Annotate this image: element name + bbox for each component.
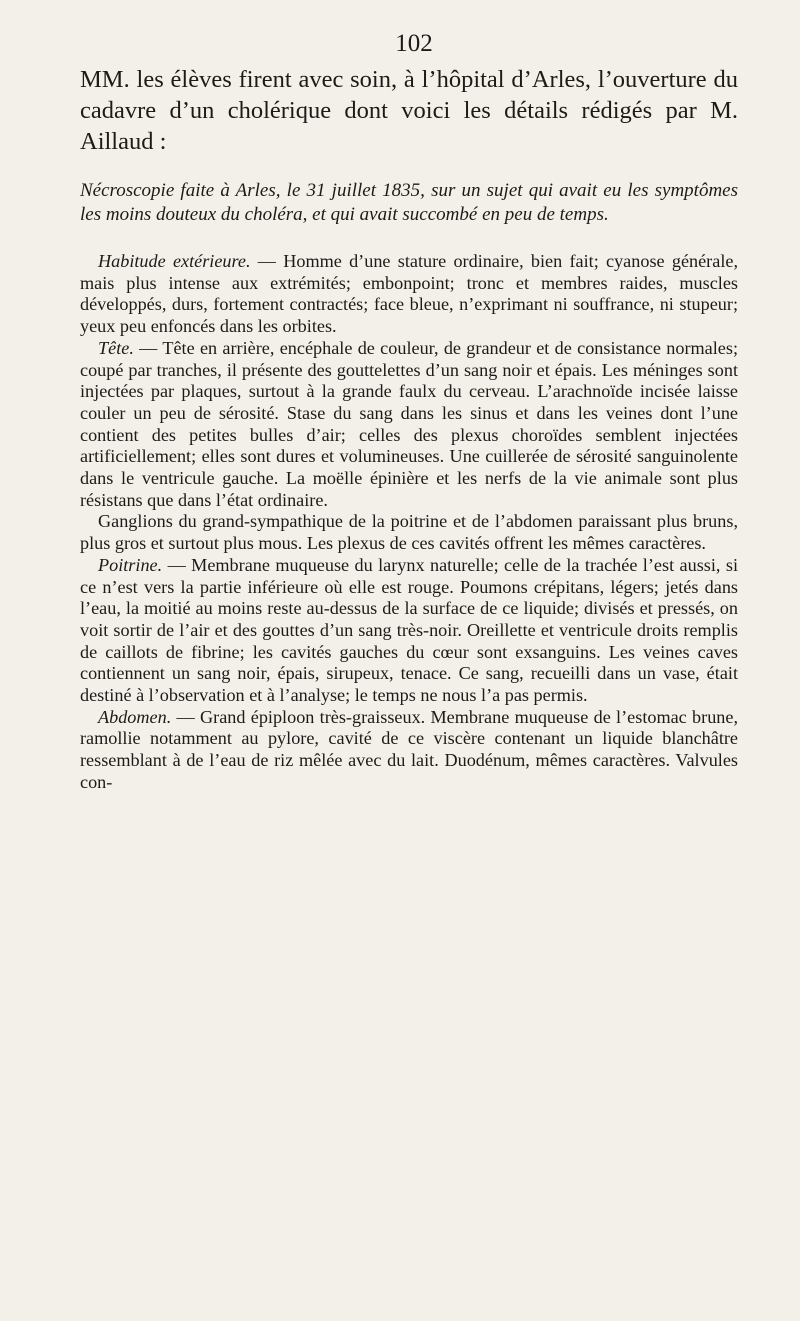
section-tete <box>80 338 738 512</box>
section-heading: Tête. <box>98 337 134 358</box>
section-heading: Abdomen. <box>98 706 172 727</box>
section-heading: Habitude extérieure. <box>98 251 251 271</box>
section-heading: Poitrine. <box>98 554 163 575</box>
section-abdomen <box>80 707 738 794</box>
intro-paragraph: MM. les élèves firent avec soin, à l’hôpital d’Arles, l’ouverture du cadavre d’un cholérique dont voici les détails rédigés par M. Aillaud : <box>80 66 738 155</box>
section-text: Ganglions du grand-sympathique de la poitrine et de l’abdomen paraissant plus bruns, plus gros et surtout plus mous. Les plexus de ces cavités offrent les mêmes caractères. <box>80 511 738 554</box>
section-text: — Homme d’une stature ordinaire, bien fait; cyanose générale, mais plus intense aux extrémités; embonpoint; tronc et membres raides, muscles développés, durs, fortement contractés; face bleue, n’exprimant ni souffrance, ni stupeur; yeux peu enfoncés dans les orbites. <box>80 251 738 337</box>
section-text: — Membrane muqueuse du larynx naturelle; celle de la trachée l’est aussi, si ce n’est vers la partie inférieure où elle est rouge. Poumons crépitans, légers; jetés dans l’eau, la moitié au moins reste au-dessus de la surface de ce liquide; divisés et pressés, on voit sortir de l’air et des gouttes d’un sang très-noir. Oreillette et ventricule droits remplis de caillots de fibrine; les cavités gauches du cœur sont exsanguins. Les veines caves contiennent un sang noir, épais, sirupeux, tenace. Ce sang, recueilli dans un vase, était destiné à l’observation et à l’analyse; le temps ne nous l’a pas permis. <box>80 554 738 706</box>
page-number: 102 <box>395 30 433 57</box>
section-poitrine <box>80 555 738 707</box>
section-ganglions <box>80 511 738 554</box>
section-habitude <box>80 251 738 338</box>
section-text: — Grand épiploon très-graisseux. Membrane muqueuse de l’estomac brune, ramollie notamment au pylore, cavité de ce viscère contenant un liquide blanchâtre ressemblant à de l’eau de riz mêlée avec du lait. Duodénum, mêmes caractères. Valvules con- <box>80 706 738 792</box>
necroscopie-title: Nécroscopie faite à Arles, le 31 juillet 1835, sur un sujet qui avait eu les symptômes les moins douteux du choléra, et qui avait succombé en peu de temps. <box>80 180 738 225</box>
section-text: — Tête en arrière, encéphale de couleur, de grandeur et de consistance normales; coupé par tranches, il présente des gouttelettes d’un sang noir et épais. Les méninges sont injectées par plaques, surtout à la grande faulx du cerveau. L’arachnoïde incisée laisse couler un peu de sérosité. Stase du sang dans les sinus et dans les veines dont l’une contient des petites bulles d’air; celles des plexus choroïdes semblent injectées artificiellement; elles sont dures et volumineuses. Une cuillerée de sérosité sanguinolente dans le ventricule gauche. La moëlle épinière et les nerfs de la vie animale sont plus résistans que dans l’état ordinaire. <box>80 337 738 510</box>
